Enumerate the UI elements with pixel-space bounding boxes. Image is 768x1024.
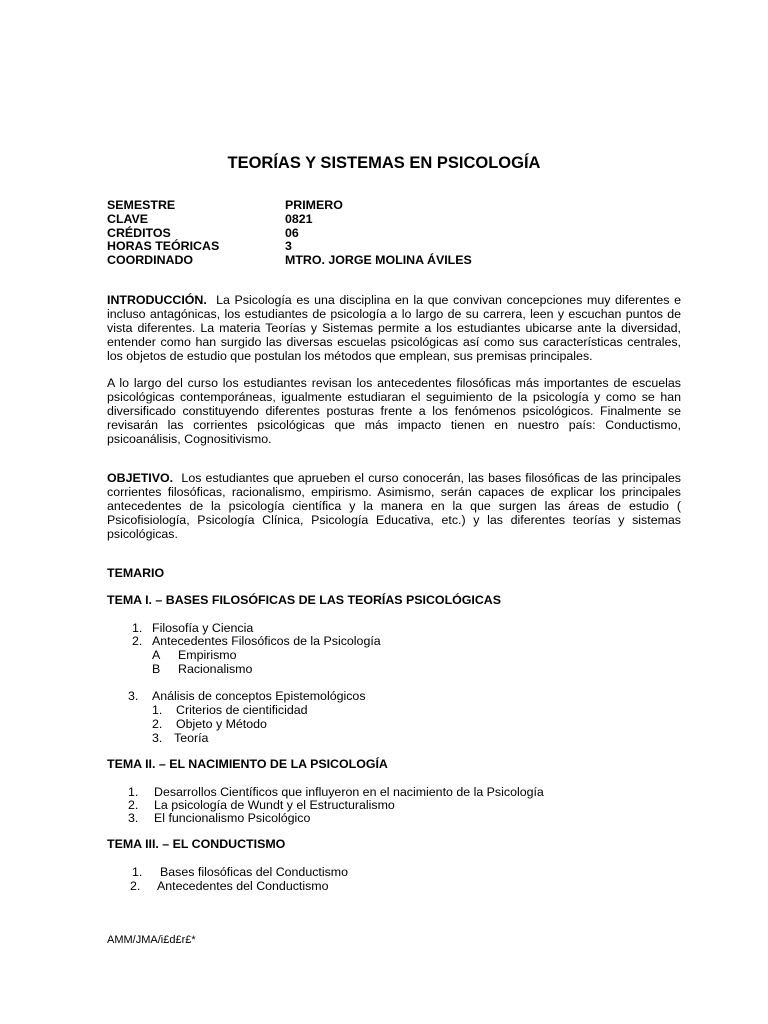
meta-key: HORAS TEÓRICAS [107, 239, 220, 253]
list-text: Teoría [174, 731, 209, 745]
list-number: 2. [132, 634, 143, 648]
list-number: 2. [130, 879, 141, 893]
meta-key: CLAVE [107, 212, 149, 226]
meta-value: PRIMERO [285, 198, 343, 212]
introduccion-paragraph-2: A lo largo del curso los estudiantes revisan los antecedentes filosóficas más importantes de escuelas psicológicas contemporáneas, igualmente estudiaran el seguimiento de la psicología y como se han diversificado constituyendo diferentes posturas frente a los fenómenos psicológicos. Finalmente se revisarán las corrientes psicológicas que más impacto tienen en nuestro país: Conductismo, psicoanálisis, Cognositivismo. [107, 376, 681, 446]
temario-heading: TEMARIO [107, 566, 165, 580]
introduccion-label: INTRODUCCIÓN. [107, 293, 207, 307]
document-title: TEORÍAS Y SISTEMAS EN PSICOLOGÍA [227, 154, 541, 172]
meta-key: CRÉDITOS [107, 226, 171, 240]
list-text: La psicología de Wundt y el Estructuralismo [154, 798, 395, 812]
list-number: 3. [128, 689, 139, 703]
list-number: 3. [152, 731, 163, 745]
list-number: 1. [152, 703, 163, 717]
list-text: Objeto y Método [176, 717, 267, 731]
tema-1-heading: TEMA I. – BASES FILOSÓFICAS DE LAS TEORÍAS PSICOLÓGICAS [107, 593, 502, 607]
list-text: Empirismo [178, 648, 237, 662]
list-number: 2. [128, 798, 139, 812]
meta-value: 3 [285, 239, 292, 253]
list-number: 1. [132, 621, 143, 635]
tema-2-heading: TEMA II. – EL NACIMIENTO DE LA PSICOLOGÍA [107, 757, 388, 771]
objetivo-label: OBJETIVO. [107, 471, 174, 485]
introduccion-paragraph [107, 294, 681, 364]
list-number: 3. [128, 811, 139, 825]
meta-key: COORDINADO [107, 253, 194, 267]
list-text: Bases filosóficas del Conductismo [160, 865, 349, 879]
meta-value: 0821 [285, 212, 313, 226]
list-text: Análisis de conceptos Epistemológicos [152, 689, 366, 703]
list-number: 2. [152, 717, 163, 731]
list-text: Criterios de cientificidad [176, 703, 308, 717]
list-number: 1. [132, 865, 143, 879]
list-text: Antecedentes Filosóficos de la Psicología [152, 634, 381, 648]
meta-value: 06 [285, 226, 299, 240]
list-text: Antecedentes del Conductismo [157, 879, 329, 893]
meta-key: SEMESTRE [107, 198, 176, 212]
objetivo-paragraph [107, 472, 681, 542]
list-text: El funcionalismo Psicológico [154, 811, 311, 825]
list-text: Desarrollos Científicos que influyeron en el nacimiento de la Psicología [154, 785, 544, 799]
list-number: 1. [128, 785, 139, 799]
list-letter: A [152, 648, 161, 662]
footer-reference: AMM/JMA/i£d£r£* [107, 934, 196, 946]
list-text: Filosofía y Ciencia [152, 621, 254, 635]
list-text: Racionalismo [178, 662, 253, 676]
objetivo-text: Los estudiantes que aprueben el curso conocerán, las bases filosóficas de las principales corrientes filosóficas, racionalismo, empirismo. Asimismo, serán capaces de explicar los principales antecedentes de la psicología científica y la manera en la que surgen las áreas de estudio ( Psicofisiología, Psicología Clínica, Psicología Educativa, etc.) y las diferentes teorías y sistemas psicológicas. [107, 471, 682, 541]
meta-value: MTRO. JORGE MOLINA ÁVILES [285, 253, 472, 267]
tema-3-heading: TEMA III. – EL CONDUCTISMO [107, 837, 286, 851]
list-letter: B [152, 662, 161, 676]
introduccion-text: La Psicología es una disciplina en la que convivan concepciones muy diferentes e incluso antagónicas, los estudiantes de psicología a lo largo de su carrera, leen y escuchan puntos de vista diferentes. La materia Teorías y Sistemas permite a los estudiantes ubicarse ante la diversidad, entender como han surgido las diversas escuelas psicológicas así como sus características centrales, los objetos de estudio que postulan los métodos que emplean, sus premisas principales. [107, 293, 681, 363]
